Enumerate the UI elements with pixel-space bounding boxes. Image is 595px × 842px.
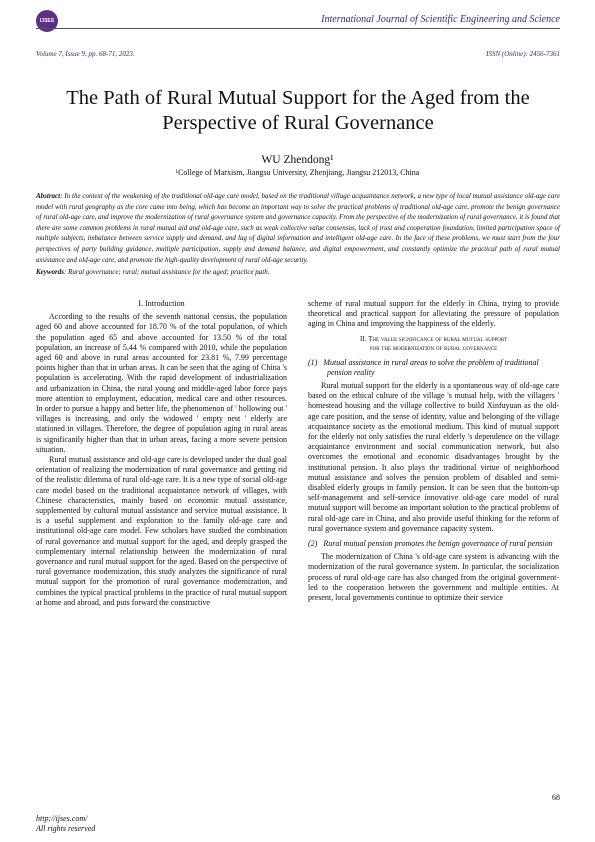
volume-info: Volume 7, Issue 9, pp. 68-71, 2023. [36, 50, 135, 58]
keywords [36, 268, 560, 276]
paragraph: Rural mutual assistance and old-age care is developed under the dual goal orientation of realizing the modernization of rural governance and getting rid of the realistic dilemma of rural old-age care. It is a new type of social old-age care model based on the traditional acquaintance network of villages, with Chinese characteristics, mainly based on economic mutual assistance, supplemented by cultural mutual assistance and service mutual assistance. It is a useful supplement and exploration to the family old-age care and institutional old-age care model. Few scholars have studied the combination of rural governance and mutual support for the aged, and deeply grasped the complementary internal relationship between the modernization of rural governance and rural mutual support for the aged. Based on the perspective of rural governance modernization, this study analyzes the significance of rural mutual support for the promotion of rural governance modernization, and combines the typical practical problems in the practice of rural mutual support at home and abroad, and puts forward the constructive [36, 455, 288, 607]
paper-title: The Path of Rural Mutual Support for the Aged from the Perspective of Rural Governance [66, 87, 530, 134]
footer-url[interactable]: http://ijses.com/ [36, 814, 88, 823]
paragraph: According to the results of the seventh national census, the population aged 60 and above accounted for 18.70 % of the total population, of which the population aged 65 and above accounted for 13.50 % of the total population, an increase of 5.44 % compared with 2010, while the population aged 60 and above in rural areas accounted for 23.81 %, 7.99 percentage points higher than that in urban areas. It can be seen that the aging of China 's population is accelerating. With the rapid development of industrialization and urbanization in China, the rural young and middle-aged labor force pays more attention to employment, education, medical care and other resources. In order to pursue a happy and better life, the phenomenon of ' hollowing out ' villages is increasing, and only the widowed ' empty nest ' elderly are stationed in villages. Therefore, the degree of population aging in rural areas is significantly higher than that in urban areas, facing a more severe pension situation. [36, 312, 287, 454]
section-heading-value-significance [308, 335, 559, 353]
subsection-heading [308, 539, 559, 549]
footer [36, 814, 95, 834]
subsection-number: (2) [308, 539, 318, 549]
issn-info: ISSN (Online): 2456-7361 [486, 50, 560, 58]
abstract [36, 191, 560, 265]
keywords-text: : Rural governance; rural; mutual assistance for the aged; practice path. [64, 268, 270, 276]
section-number: II. [359, 334, 367, 343]
paragraph: scheme of rural mutual support for the elderly in China, trying to provide theoretical and practical support for alleviating the pressure of population aging in China and improving the happiness of the elderly. [308, 299, 559, 329]
author-name: WU Zhendong¹ [261, 154, 334, 166]
paragraph: Rural mutual support for the elderly is a spontaneous way of old-age care based on the ethical culture of the village 's mutual help, with the villagers ' homestead housing and the village collective to build Xinfuyuan as the old-age care position, and the sense of identity, value and belonging of the village acquaintance society as the emotional medium. This kind of mutual support for the elderly not only satisfies the rural elderly 's dependence on the village acquaintance environment and social communication network, but also overcomes the emotional and economic disadvantages brought by the institutional pension. It also plays the traditional virtue of neighborhood mutual assistance and solves the pension problem of disabled and semi-disabled elderly groups in family pension. It can be seen that the bottom-up self-management and self-service innovative old-age care model of rural mutual support will become an important solution to the practical problems of rural old-age care in China, and also provide useful thinking for the reform of rural governance system and governance capacity system. [308, 381, 559, 533]
section-title-line: The value significance of rural mutual support [368, 334, 507, 343]
journal-name: International Journal of Scientific Engineering and Science [321, 14, 560, 25]
subsection-title: Rural mutual pension promotes the benign governance of rural pension [323, 539, 553, 549]
subsection-number: (1) [308, 357, 318, 367]
right-column [308, 299, 559, 603]
left-column [36, 299, 287, 608]
paragraph: The modernization of China 's old-age care system is advancing with the modernization of the rural governance system. In particular, the socialization process of rural old-age care has also changed from the original government-led to the cooperation between the government and multiple entities. At present, local governments continue to optimize their service [308, 552, 559, 603]
page-number: 68 [552, 793, 560, 802]
abstract-text: : In the context of the weakening of the traditional old-age care model, based on the traditional village acquaintance network, a new type of local mutual assistance old-age care model with rural geography as the core came into being, which has become an important way to solve the practical problems of traditional old-age care, promote the benign governance of rural old-age care, and improve the modernization of rural governance system and governance capacity. From the perspective of the modernization of rural governance, it is found that there are some common problems in rural mutual aid and old-age care, such as weak collective value consensus, lack of trust and cooperation foundation, limited participation space of multiple subjects, imbalance between service supply and demand, and lag of digital information and intelligent old-age care. In the face of these problems, we must start from the four perspectives of party building guidance, multiple participation, supply and demand balance, and digital empowerment, and constantly optimize the practical path of rural mutual assistance and old-age care, and promote the high-quality development of rural old-age security. [36, 192, 560, 264]
author-affiliation: ¹College of Marxism, Jiangsu University, Zhenjiang, Jiangsu 212013, China [175, 168, 420, 177]
subsection-heading [308, 358, 559, 378]
footer-rights: All rights reserved [36, 824, 96, 833]
keywords-label: Keywords [36, 268, 64, 276]
section-title-line: for the modernization of rural governance [369, 343, 498, 352]
abstract-label: Abstract [36, 192, 61, 200]
section-heading-introduction: I. Introduction [138, 299, 185, 308]
subsection-title: Mutual assistance in rural areas to solve the problem of traditional pension reality [323, 357, 539, 377]
header-rule [36, 28, 560, 29]
journal-logo: IJSES [36, 10, 58, 32]
